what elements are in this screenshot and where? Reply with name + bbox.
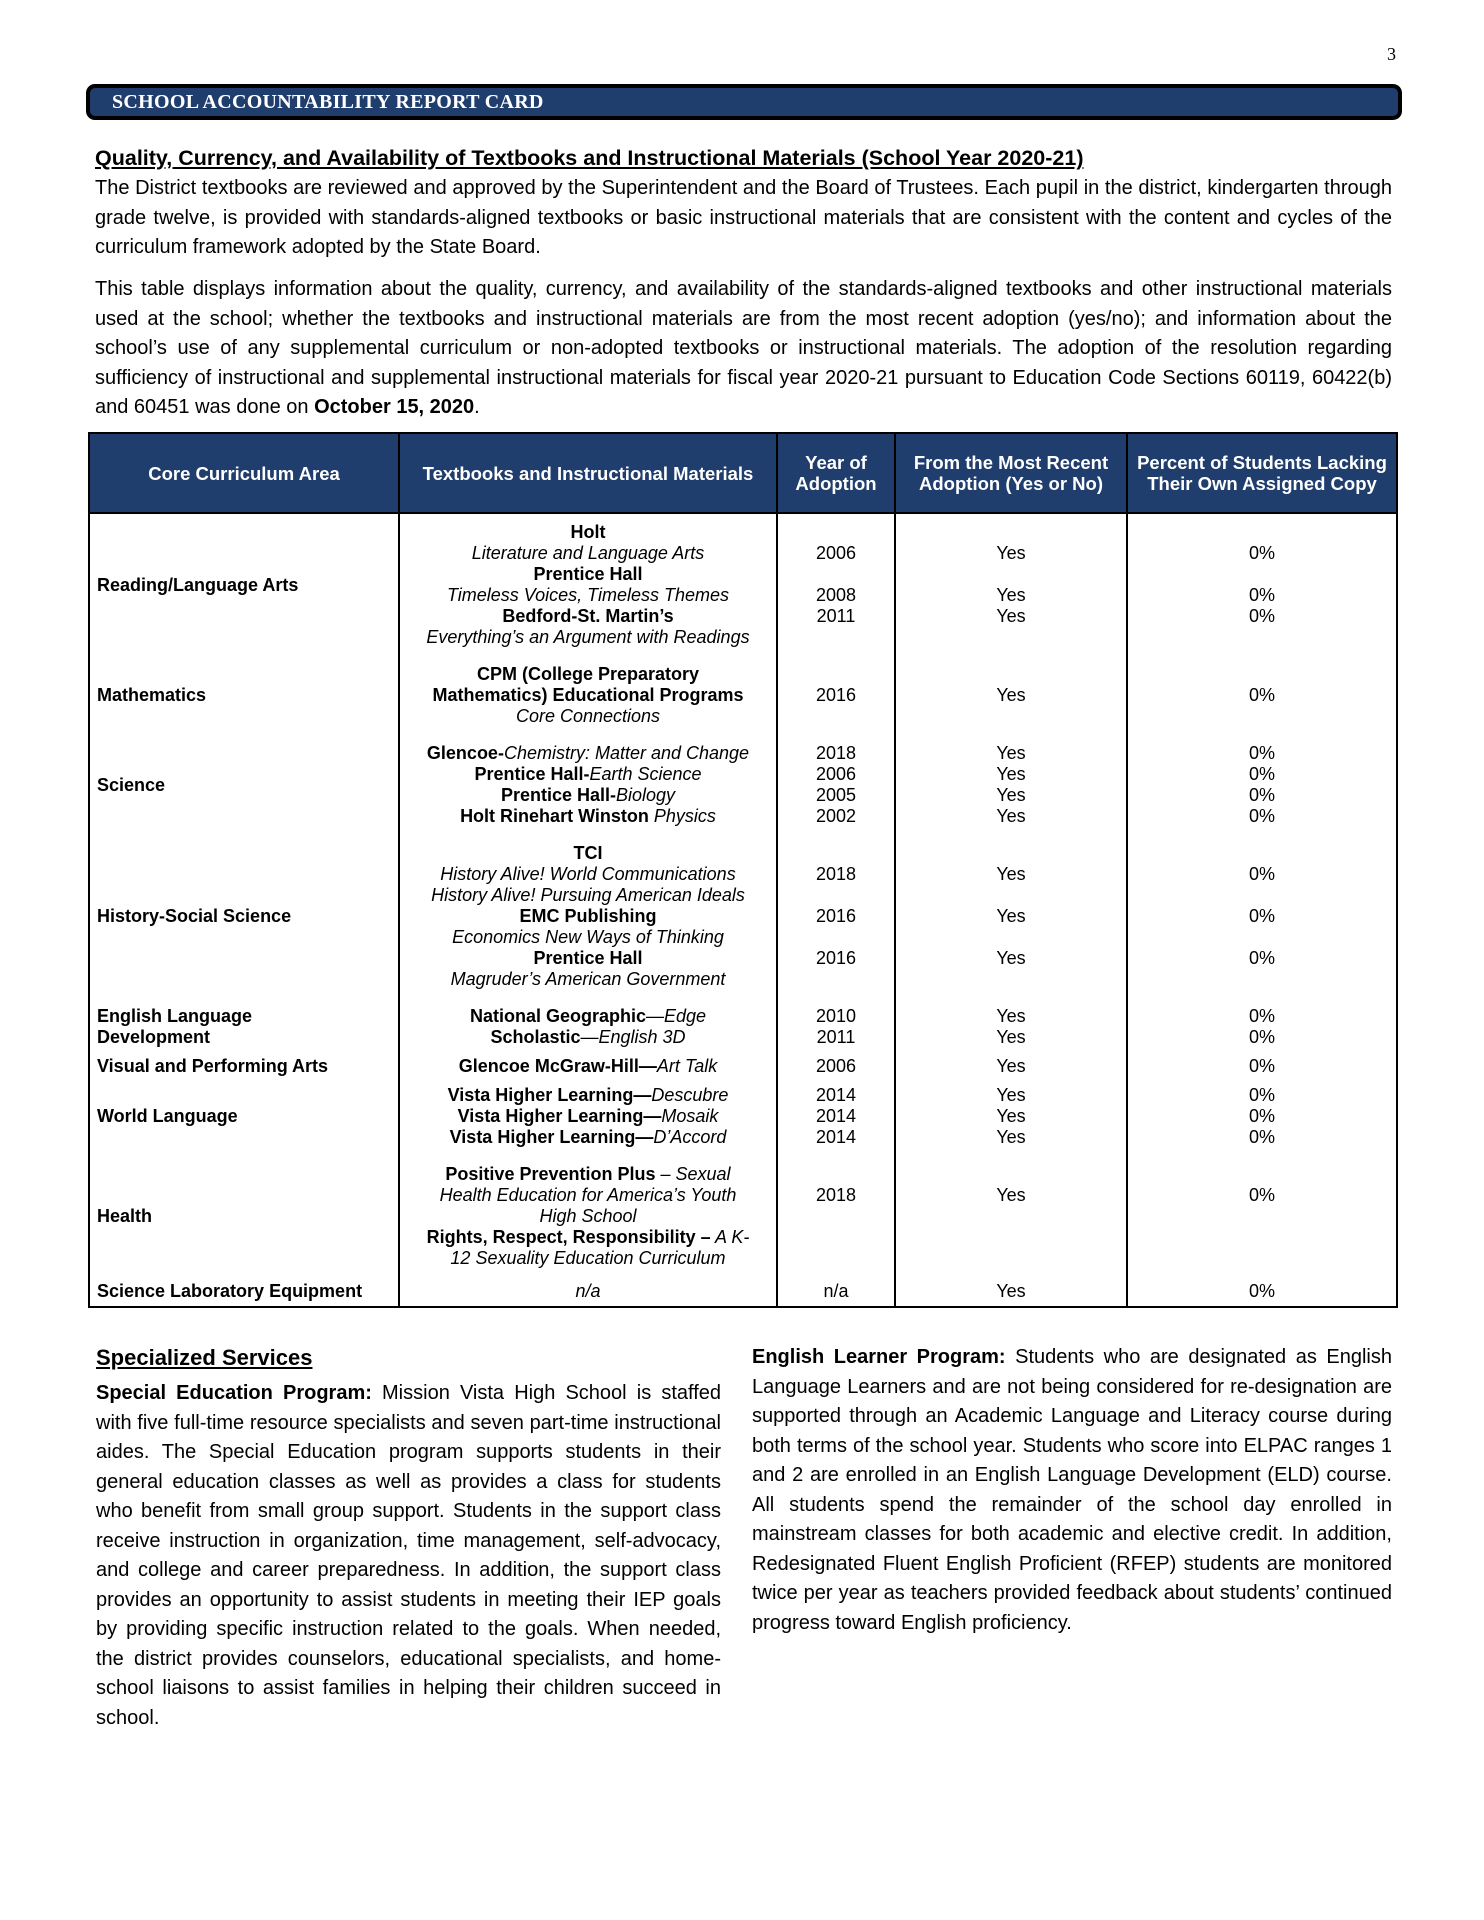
publisher-name: Scholastic — [490, 1027, 581, 1047]
materials-cell — [399, 827, 777, 990]
material-line — [400, 927, 776, 948]
percent-value: 0% — [1248, 1056, 1275, 1076]
recent-cell — [895, 827, 1127, 990]
publisher-name: Prentice Hall — [533, 564, 643, 584]
percent-value: 0% — [1248, 1127, 1275, 1147]
recent-value — [896, 664, 1126, 685]
recent-cell — [895, 1269, 1127, 1307]
book-title: Literature and Language Arts — [471, 543, 705, 563]
publisher-name: Glencoe- — [426, 743, 504, 763]
year-value: 2002 — [815, 806, 857, 826]
year-value: 2018 — [815, 864, 857, 884]
materials-cell — [399, 513, 777, 648]
percent-value — [1128, 1206, 1396, 1227]
book-title: History Alive! Pursuing American Ideals — [431, 885, 745, 905]
recent-value — [896, 1164, 1126, 1185]
year-value: 2016 — [815, 906, 857, 926]
book-title: Descubre — [651, 1085, 729, 1105]
book-title: Economics New Ways of Thinking — [452, 927, 724, 947]
percent-value: 0% — [1248, 685, 1275, 705]
percent-cell — [1127, 727, 1397, 827]
publisher-name: EMC Publishing — [519, 906, 657, 926]
percent-value: 0% — [1248, 1085, 1275, 1105]
recent-value — [896, 927, 1126, 948]
percent-value — [1128, 627, 1396, 648]
year-value: n/a — [823, 1281, 849, 1301]
book-title: Mosaik — [661, 1106, 719, 1126]
year-value — [778, 843, 894, 864]
recent-cell — [895, 1148, 1127, 1269]
percent-cell — [1127, 1148, 1397, 1269]
publisher-name: Bedford-St. Martin’s — [502, 606, 674, 626]
material-line — [400, 1127, 776, 1148]
header-core-area: Core Curriculum Area — [89, 433, 399, 513]
core-area-cell — [89, 513, 399, 648]
year-value — [778, 1206, 894, 1227]
percent-value: 0% — [1248, 806, 1275, 826]
report-banner: SCHOOL ACCOUNTABILITY REPORT CARD — [86, 84, 1402, 120]
publisher-name: Glencoe McGraw-Hill— — [458, 1056, 657, 1076]
percent-value: 0% — [1248, 1281, 1275, 1301]
percent-value: 0% — [1248, 764, 1275, 784]
material-line — [400, 685, 776, 706]
material-line — [400, 1164, 776, 1185]
recent-value: Yes — [996, 764, 1026, 784]
core-area-cell — [89, 648, 399, 727]
year-value — [778, 522, 894, 543]
table-description — [95, 275, 1392, 423]
book-title: History Alive! World Communications — [440, 864, 736, 884]
year-value — [778, 706, 894, 727]
book-title: Everything’s an Argument with Readings — [426, 627, 750, 647]
publisher-name: CPM (College Preparatory — [476, 664, 700, 684]
core-area-label: Science — [97, 774, 166, 795]
percent-value — [1128, 1227, 1396, 1248]
recent-value: Yes — [996, 1127, 1026, 1147]
percent-cell — [1127, 1077, 1397, 1148]
material-line — [400, 1185, 776, 1206]
book-title: Magruder’s American Government — [450, 969, 726, 989]
recent-cell — [895, 648, 1127, 727]
core-area-label: Visual and Performing Arts — [97, 1056, 329, 1076]
material-line — [400, 606, 776, 627]
percent-value: 0% — [1248, 1185, 1275, 1205]
book-title: D’Accord — [653, 1127, 727, 1147]
book-title: Timeless Voices, Timeless Themes — [446, 585, 730, 605]
recent-value — [896, 522, 1126, 543]
publisher-name: Vista Higher Learning— — [447, 1085, 652, 1105]
english-learner-column — [752, 1343, 1392, 1638]
year-value: 2005 — [815, 785, 857, 805]
percent-value — [1128, 664, 1396, 685]
table-row — [89, 827, 1397, 990]
material-line — [400, 743, 776, 764]
core-area-label: English Language Development — [97, 1006, 253, 1047]
percent-value: 0% — [1248, 948, 1275, 968]
recent-value — [896, 1248, 1126, 1269]
percent-value: 0% — [1248, 1006, 1275, 1026]
year-value — [778, 1227, 894, 1248]
material-line — [400, 706, 776, 727]
material-line — [400, 885, 776, 906]
percent-value — [1128, 927, 1396, 948]
core-area-label: World Language — [97, 1106, 238, 1126]
year-value — [778, 927, 894, 948]
percent-value — [1128, 1248, 1396, 1269]
recent-cell — [895, 1048, 1127, 1077]
percent-value: 0% — [1248, 906, 1275, 926]
year-value: 2016 — [815, 948, 857, 968]
publisher-name: Holt Rinehart Winston — [460, 806, 649, 826]
table-row — [89, 990, 1397, 1048]
material-line — [400, 564, 776, 585]
year-value: 2014 — [815, 1106, 857, 1126]
recent-value: Yes — [996, 1006, 1026, 1026]
percent-value — [1128, 706, 1396, 727]
year-value: 2006 — [815, 543, 857, 563]
core-area-cell — [89, 1148, 399, 1269]
recent-value: Yes — [996, 1281, 1026, 1301]
year-value — [778, 885, 894, 906]
year-value: 2018 — [815, 1185, 857, 1205]
year-value: 2014 — [815, 1085, 857, 1105]
year-cell — [777, 727, 895, 827]
table-row — [89, 1077, 1397, 1148]
year-value: 2006 — [815, 1056, 857, 1076]
core-area-cell — [89, 727, 399, 827]
year-cell — [777, 1148, 895, 1269]
recent-value — [896, 843, 1126, 864]
table-row — [89, 1148, 1397, 1269]
book-title: —Edge — [645, 1006, 707, 1026]
core-area-label: Reading/Language Arts — [97, 574, 299, 595]
material-line — [400, 1206, 776, 1227]
table-description-paragraph — [95, 275, 1392, 423]
year-value: 2018 — [815, 743, 857, 763]
year-value — [778, 664, 894, 685]
book-title: High School — [539, 1206, 637, 1226]
recent-value: Yes — [996, 1106, 1026, 1126]
recent-cell — [895, 1077, 1127, 1148]
book-title: n/a — [575, 1281, 601, 1301]
year-value — [778, 564, 894, 585]
year-cell — [777, 1269, 895, 1307]
header-percent: Percent of Students Lacking Their Own Assigned Copy — [1127, 433, 1397, 513]
page-number: 3 — [1387, 44, 1396, 64]
recent-value: Yes — [996, 1027, 1026, 1047]
specialized-services-column — [96, 1343, 721, 1733]
material-line — [400, 843, 776, 864]
year-cell — [777, 990, 895, 1048]
table-row — [89, 727, 1397, 827]
adoption-date: October 15, 2020 — [314, 396, 475, 418]
recent-value: Yes — [996, 1056, 1026, 1076]
percent-value: 0% — [1248, 1106, 1275, 1126]
year-cell — [777, 513, 895, 648]
table-row — [89, 1048, 1397, 1077]
material-line — [400, 543, 776, 564]
book-title: Physics — [648, 806, 716, 826]
year-cell — [777, 1048, 895, 1077]
table-row — [89, 648, 1397, 727]
material-line — [400, 627, 776, 648]
material-line — [400, 764, 776, 785]
english-learner-label: English Learner Program: — [752, 1346, 1006, 1368]
publisher-name: Positive Prevention Plus — [445, 1164, 656, 1184]
percent-value: 0% — [1248, 1027, 1275, 1047]
book-title: Chemistry: Matter and Change — [503, 743, 750, 763]
recent-value — [896, 885, 1126, 906]
core-area-label: Health — [97, 1206, 153, 1226]
recent-value — [896, 706, 1126, 727]
percent-cell — [1127, 1048, 1397, 1077]
publisher-name: Prentice Hall- — [500, 785, 616, 805]
materials-cell — [399, 990, 777, 1048]
material-line — [400, 1027, 776, 1048]
core-area-cell — [89, 827, 399, 990]
textbooks-table — [88, 432, 1398, 1308]
recent-cell — [895, 990, 1127, 1048]
percent-value: 0% — [1248, 785, 1275, 805]
recent-cell — [895, 727, 1127, 827]
specialized-services-title: Specialized Services — [96, 1345, 313, 1370]
material-line — [400, 806, 776, 827]
recent-value: Yes — [996, 585, 1026, 605]
core-area-cell — [89, 1077, 399, 1148]
core-area-cell — [89, 1048, 399, 1077]
percent-value — [1128, 885, 1396, 906]
special-education-paragraph — [96, 1379, 721, 1733]
recent-value: Yes — [996, 543, 1026, 563]
material-line — [400, 585, 776, 606]
publisher-name: National Geographic — [469, 1006, 646, 1026]
material-line — [400, 1248, 776, 1269]
intro-text: The District textbooks are reviewed and approved by the Superintendent and the Board of Trustees. Each pupil in the district, kindergarten through grade twelve, is provided with standards-aligned textbooks or basic instructional materials that are consistent with the content and cycles of the curriculum framework adopted by the State Board. — [95, 177, 1392, 258]
recent-value: Yes — [996, 785, 1026, 805]
materials-cell — [399, 1077, 777, 1148]
year-cell — [777, 1077, 895, 1148]
publisher-name: Prentice Hall- — [474, 764, 590, 784]
materials-cell — [399, 1269, 777, 1307]
book-title: Art Talk — [656, 1056, 718, 1076]
materials-cell — [399, 1048, 777, 1077]
recent-value: Yes — [996, 906, 1026, 926]
intro-paragraph — [95, 174, 1392, 263]
publisher-name: Prentice Hall — [533, 948, 643, 968]
header-materials: Textbooks and Instructional Materials — [399, 433, 777, 513]
year-value — [778, 627, 894, 648]
percent-value: 0% — [1248, 585, 1275, 605]
period: . — [474, 396, 480, 418]
book-title: 12 Sexuality Education Curriculum — [450, 1248, 726, 1268]
year-value: 2008 — [815, 585, 857, 605]
percent-value — [1128, 843, 1396, 864]
material-line — [400, 664, 776, 685]
material-line — [400, 1281, 776, 1302]
table-header-row — [89, 433, 1397, 513]
materials-cell — [399, 727, 777, 827]
material-line — [400, 969, 776, 990]
material-line — [400, 1056, 776, 1077]
material-line — [400, 1106, 776, 1127]
year-value: 2011 — [816, 1027, 856, 1047]
book-title: Health Education for America’s Youth — [439, 1185, 737, 1205]
recent-value — [896, 969, 1126, 990]
book-title: —English 3D — [580, 1027, 686, 1047]
material-line — [400, 1006, 776, 1027]
recent-value: Yes — [996, 606, 1026, 626]
book-title: Biology — [616, 785, 676, 805]
year-value — [778, 969, 894, 990]
year-value: 2016 — [815, 685, 857, 705]
table-row — [89, 1269, 1397, 1307]
material-line — [400, 522, 776, 543]
recent-value: Yes — [996, 864, 1026, 884]
percent-value — [1128, 969, 1396, 990]
core-area-cell — [89, 990, 399, 1048]
book-title: A K- — [710, 1227, 750, 1247]
year-value — [778, 1164, 894, 1185]
book-title: Core Connections — [515, 706, 661, 726]
publisher-name: Holt — [570, 522, 606, 542]
year-value: 2010 — [815, 1006, 857, 1026]
table-description-text: This table displays information about the quality, currency, and availability of the standards-aligned textbooks and other instructional materials used at the school; whether the textbooks and instructional materials are from the most recent adoption (yes/no); and information about the school’s use of any supplemental curriculum or non-adopted textbooks or instructional materials. The adoption of the resolution regarding sufficiency of instructional and supplemental instructional materials for fiscal year 2020-21 pursuant to Education Code Sections 60119, 60422(b) and 60451 was done on — [95, 278, 1392, 418]
header-year: Year of Adoption — [777, 433, 895, 513]
material-line — [400, 785, 776, 806]
english-learner-text: Students who are designated as English Language Learners and are not being considered for re-designation are supported through an Academic Language and Literacy course during both terms of the school year. Students who score into ELPAC ranges 1 and 2 are enrolled in an English Language Development (ELD) course. All students spend the remainder of the school day enrolled in mainstream classes for both academic and elective credit. In addition, Redesignated Fluent English Proficient (RFEP) students are monitored twice per year as teachers provided feedback about students’ continued progress toward English proficiency. — [752, 1346, 1392, 1634]
core-area-cell — [89, 1269, 399, 1307]
material-line — [400, 864, 776, 885]
percent-cell — [1127, 513, 1397, 648]
material-line — [400, 1227, 776, 1248]
percent-cell — [1127, 990, 1397, 1048]
recent-value — [896, 564, 1126, 585]
recent-value: Yes — [996, 1185, 1026, 1205]
recent-value — [896, 627, 1126, 648]
year-value: 2014 — [815, 1127, 857, 1147]
material-line — [400, 1085, 776, 1106]
header-recent: From the Most Recent Adoption (Yes or No) — [895, 433, 1127, 513]
percent-value — [1128, 1164, 1396, 1185]
percent-cell — [1127, 827, 1397, 990]
percent-value: 0% — [1248, 743, 1275, 763]
book-title: – Sexual — [655, 1164, 731, 1184]
year-value — [778, 1248, 894, 1269]
recent-value: Yes — [996, 1085, 1026, 1105]
recent-value: Yes — [996, 685, 1026, 705]
percent-value — [1128, 564, 1396, 585]
materials-cell — [399, 648, 777, 727]
percent-value: 0% — [1248, 864, 1275, 884]
table-row — [89, 513, 1397, 648]
recent-value: Yes — [996, 743, 1026, 763]
publisher-name: TCI — [573, 843, 603, 863]
recent-value — [896, 1206, 1126, 1227]
percent-value: 0% — [1248, 606, 1275, 626]
material-line — [400, 906, 776, 927]
core-area-label: History-Social Science — [97, 906, 292, 926]
core-area-label: Science Laboratory Equipment — [97, 1281, 363, 1301]
year-value: 2011 — [816, 606, 856, 626]
percent-value — [1128, 522, 1396, 543]
percent-value: 0% — [1248, 543, 1275, 563]
publisher-name: Vista Higher Learning— — [449, 1127, 654, 1147]
section-title: Quality, Currency, and Availability of Textbooks and Instructional Materials (School Year 2020-21) — [95, 146, 1084, 170]
publisher-name: Vista Higher Learning— — [457, 1106, 662, 1126]
year-value: 2006 — [815, 764, 857, 784]
percent-cell — [1127, 1269, 1397, 1307]
special-education-text: Mission Vista High School is staffed with five full-time resource specialists and seven part-time instructional aides. The Special Education program supports students in their general education classes as well as provides a class for students who benefit from small group support. Students in the support class receive instruction in organization, time management, self-advocacy, and college and career preparedness. In addition, the support class provides an opportunity to assist students in meeting their IEP goals by providing specific instruction related to the goals. When needed, the district provides counselors, educational specialists, and home-school liaisons to assist families in helping their children succeed in school. — [96, 1382, 721, 1729]
english-learner-paragraph — [752, 1343, 1392, 1638]
recent-value: Yes — [996, 806, 1026, 826]
core-area-label: Mathematics — [97, 685, 207, 705]
year-cell — [777, 648, 895, 727]
publisher-name: Mathematics) Educational Programs — [432, 685, 744, 705]
recent-value — [896, 1227, 1126, 1248]
book-title: Earth Science — [589, 764, 702, 784]
special-education-label: Special Education Program: — [96, 1382, 372, 1404]
year-cell — [777, 827, 895, 990]
percent-cell — [1127, 648, 1397, 727]
materials-cell — [399, 1148, 777, 1269]
material-line — [400, 948, 776, 969]
recent-cell — [895, 513, 1127, 648]
recent-value: Yes — [996, 948, 1026, 968]
publisher-name: Rights, Respect, Responsibility – — [426, 1227, 711, 1247]
